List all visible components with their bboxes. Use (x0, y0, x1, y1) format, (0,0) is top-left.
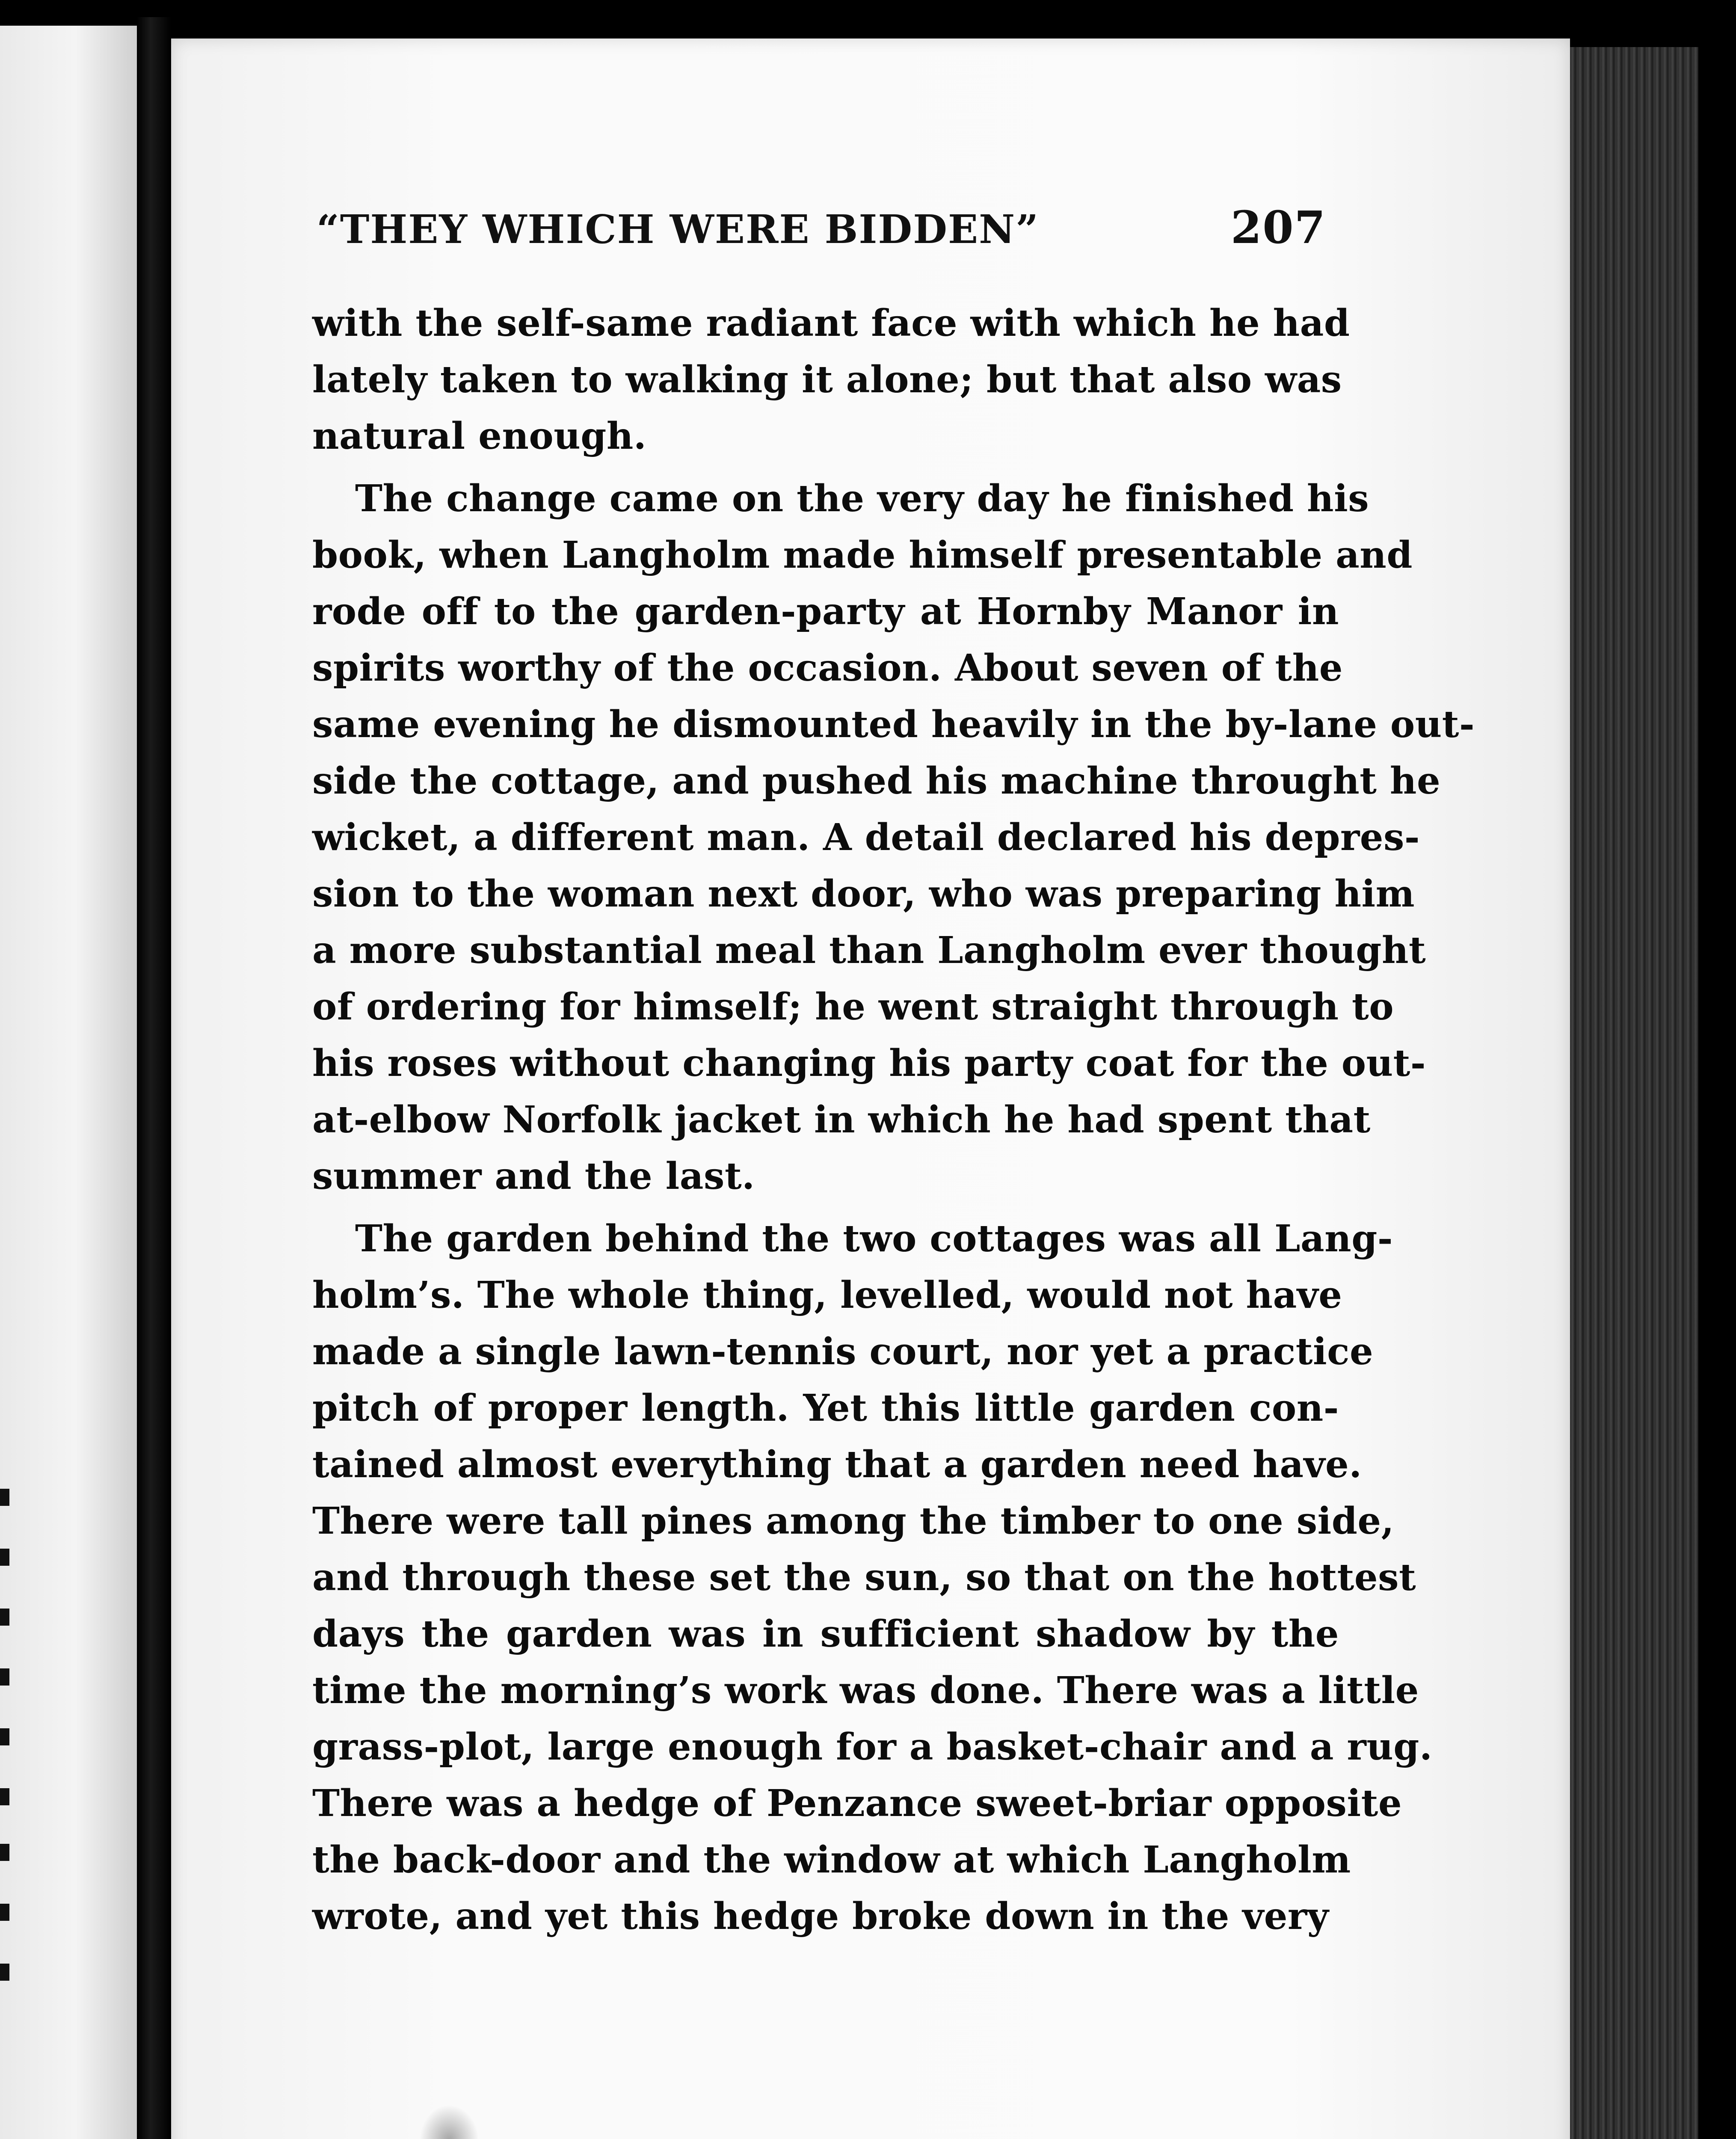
text-line: summer and the last. (312, 1155, 755, 1198)
text-line: There were tall pines among the timber to one side, (312, 1499, 1395, 1543)
text-line: The garden behind the two cottages was all Lang- (355, 1217, 1393, 1260)
facing-page-text-bleed (0, 1609, 9, 1626)
paragraph-gap (312, 1205, 1339, 1211)
text-line: There was a hedge of Penzance sweet-briar opposite (312, 1782, 1402, 1825)
text-line: lately taken to walking it alone; but that also was (312, 358, 1342, 401)
text-line: spirits worthy of the occasion. About seven of the (312, 646, 1343, 690)
page-edges (1570, 47, 1698, 2139)
paragraph (312, 295, 1350, 465)
text-line: wrote, and yet this hedge broke down in the very (312, 1895, 1329, 1938)
text-line: and through these set the sun, so that on the hottest (312, 1556, 1416, 1599)
text-line: natural enough. (312, 415, 647, 458)
running-head (317, 201, 1326, 254)
text-line: The change came on the very day he finished his (355, 477, 1369, 520)
text-line: of ordering for himself; he went straight through to (312, 985, 1394, 1028)
text-line: holm’s. The whole thing, levelled, would not have (312, 1274, 1342, 1317)
text-line: book, when Langholm made himself presentable and (312, 533, 1413, 577)
text-line: tained almost everything that a garden need have. (312, 1443, 1362, 1486)
ink-smudge (419, 2105, 479, 2139)
text-line: sion to the woman next door, who was preparing him (312, 872, 1415, 915)
text-line: side the cottage, and pushed his machine throught he (312, 759, 1441, 803)
text-line: at-elbow Norfolk jacket in which he had spent that (312, 1098, 1371, 1141)
book-gutter (137, 17, 171, 2139)
facing-page-text-bleed (0, 1489, 9, 1506)
text-line: the back-door and the window at which Langholm (312, 1838, 1351, 1881)
facing-page-text-bleed (0, 1728, 9, 1745)
facing-page-text-bleed (0, 1844, 9, 1861)
text-line: rode off to the garden-party at Hornby Manor in (312, 590, 1339, 633)
text-line: same evening he dismounted heavily in the by-lane out- (312, 703, 1475, 746)
chapter-title: “THEY WHICH WERE BIDDEN” (317, 206, 1040, 252)
text-line: made a single lawn-tennis court, nor yet a practice (312, 1330, 1374, 1373)
facing-page-text-bleed (0, 1668, 9, 1686)
text-line: time the morning’s work was done. There was a little (312, 1669, 1419, 1712)
text-line: with the self-same radiant face with which he had (312, 302, 1350, 345)
paragraph (312, 1211, 1433, 1945)
facing-page-text-bleed (0, 1549, 9, 1566)
text-line: pitch of proper length. Yet this little garden con- (312, 1386, 1339, 1430)
body-text (312, 295, 1475, 1945)
facing-page-text-bleed (0, 1904, 9, 1921)
text-line: his roses without changing his party coat for the out- (312, 1042, 1426, 1085)
facing-page-text-bleed (0, 1964, 9, 1981)
page-number: 207 (1230, 201, 1326, 254)
text-line: days the garden was in sufficient shadow by the (312, 1612, 1339, 1656)
paragraph-gap (312, 465, 1339, 471)
facing-page-edge (0, 26, 137, 2139)
text-line: a more substantial meal than Langholm ever thought (312, 929, 1426, 972)
text-line: grass-plot, large enough for a basket-chair and a rug. (312, 1725, 1433, 1769)
facing-page-text-bleed (0, 1788, 9, 1805)
paragraph (312, 471, 1475, 1205)
text-line: wicket, a different man. A detail declared his depres- (312, 816, 1420, 859)
